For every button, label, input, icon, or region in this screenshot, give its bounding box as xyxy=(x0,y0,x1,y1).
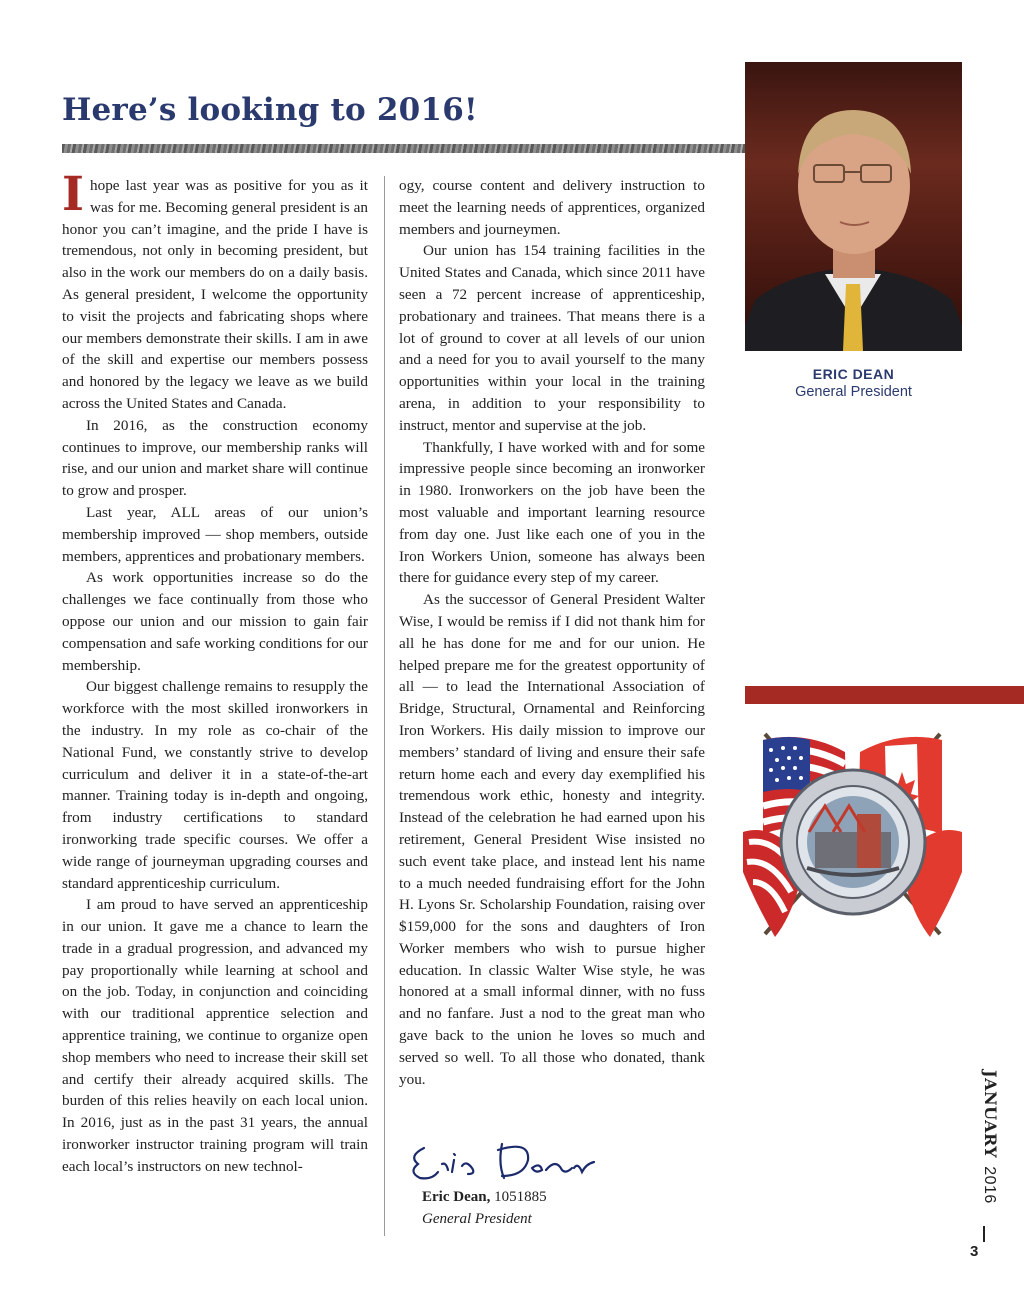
accent-red-bar xyxy=(745,686,1024,704)
article-paragraph: Last year, ALL areas of our union’s membership improved — shop members, outside members, apprentices and probationary members. xyxy=(62,503,368,565)
portrait-photo xyxy=(745,62,962,351)
signature-name-line xyxy=(422,1189,547,1206)
title-texture-bar xyxy=(62,144,746,153)
issue-year: 2016 xyxy=(981,1166,998,1204)
article-paragraph: As the successor of General President Walter Wise, I would be remiss if I did not thank him for all he has done for me and for our union. He helped prepare me for the greatest opportunity of all — to lead the International Association of Bridge, Structural, Ornamental and Reinforcing Iron Workers. His daily mission to improve our members’ standard of living and ensure their safe return home each and every day exemplified his tremendous work ethic, honesty and integrity. Instead of the celebration he had earned upon his retirement, General President Wise insisted no such event take place, and instead lent his name to a much needed fundraising effort for the John H. Lyons Sr. Scholarship Foundation, raising over $159,000 for the sons and daughters of Iron Worker members who wish to pursue higher education. In classic Walter Wise style, he was honored at a small informal dinner, with no fuss and no fanfare. Just a nod to the great man who gave back to the union he loves so much and served so well. To all those who donated, thank you. xyxy=(399,591,705,1088)
article-paragraph: In 2016, as the construction economy continues to improve, our membership ranks will rise, and our union and market share will continue to grow and prosper. xyxy=(62,416,368,500)
article-left-column xyxy=(62,167,368,1178)
page-number: 3 xyxy=(970,1243,979,1260)
photo-caption-name: ERIC DEAN xyxy=(812,366,895,382)
signature-name: Eric Dean, xyxy=(422,1189,491,1205)
article-paragraph: Ihope last year was as positive for you as it was for me. Becoming general president is an honor you can’t imagine, and the pride I have is tremendous, not only in becoming president, but also in the work our members do on a daily basis. As general president, I welcome the opportunity to visit the projects and fabricating shops where our members demonstrate their skills. I am in awe of the skill and expertise our members possess and honored by the legacy we leave as we build across the United States and Canada. xyxy=(62,167,368,412)
footer-rule xyxy=(983,1226,985,1242)
article-paragraph: ogy, course content and delivery instruction to meet the learning needs of apprentices, organized members and journeymen. xyxy=(399,177,705,238)
column-divider xyxy=(384,176,385,1236)
issue-date-vertical xyxy=(980,1070,1000,1204)
union-emblem-logo xyxy=(735,722,970,957)
article-title: Here’s looking to 2016! xyxy=(62,92,478,128)
article-paragraph: Our biggest challenge remains to resupply the workforce with the most skilled ironworkers in the industry. In my role as co-chair of the National Fund, we constantly strive to develop curriculum and deliver it in a state-of-the-art manner. Training today is in-depth and ongoing, from industry certifications to standard ironworking trade specific courses. We offer a wide range of journeyman upgrading courses and standard apprenticeship curriculum. xyxy=(62,678,368,892)
signature-title: General President xyxy=(422,1211,532,1227)
article-right-column xyxy=(399,175,705,1090)
article-paragraph: Our union has 154 training facilities in the United States and Canada, which since 2011 have seen a 72 percent increase of apprenticeship, probationary and trainees. That means there is a lot of ground to cover at all levels of our union and a need for you to avail yourself to the many opportunities within your local in the training arena, in addition to your responsibility to instruct, mentor and supervise at the job. xyxy=(399,242,705,434)
article-paragraph: I am proud to have served an apprenticeship in our union. It gave me a chance to learn the trade in a gradual progression, and advanced my pay proportionally while learning at school and on the job. Today, in conjunction and coinciding with our traditional apprentice selection and apprentice training, we continue to organize open shop members who need to increase their skill set and certify their already acquired skills. The burden of this relies heavily on each local union. In 2016, just as in the past 31 years, the annual ironworker instructor training program will train each local’s instructors on new technol- xyxy=(62,896,368,1175)
drop-cap: I xyxy=(62,167,84,222)
signature-member-number: 1051885 xyxy=(494,1189,547,1205)
photo-caption-title: General President xyxy=(795,384,912,400)
issue-month: JANUARY xyxy=(981,1070,1000,1159)
handwritten-signature xyxy=(406,1138,606,1191)
article-paragraph: As work opportunities increase so do the challenges we face continually from those who oppose our union and our mission to gain fair compensation and safe working conditions for our membership. xyxy=(62,569,368,674)
article-paragraph: Thankfully, I have worked with and for some impressive people since becoming an ironworker in 1980. Ironworkers on the job have been the most valuable and important learning resource from day one. Just like each one of you in the Iron Workers Union, someone has always been there for guidance every step of my career. xyxy=(399,438,705,587)
